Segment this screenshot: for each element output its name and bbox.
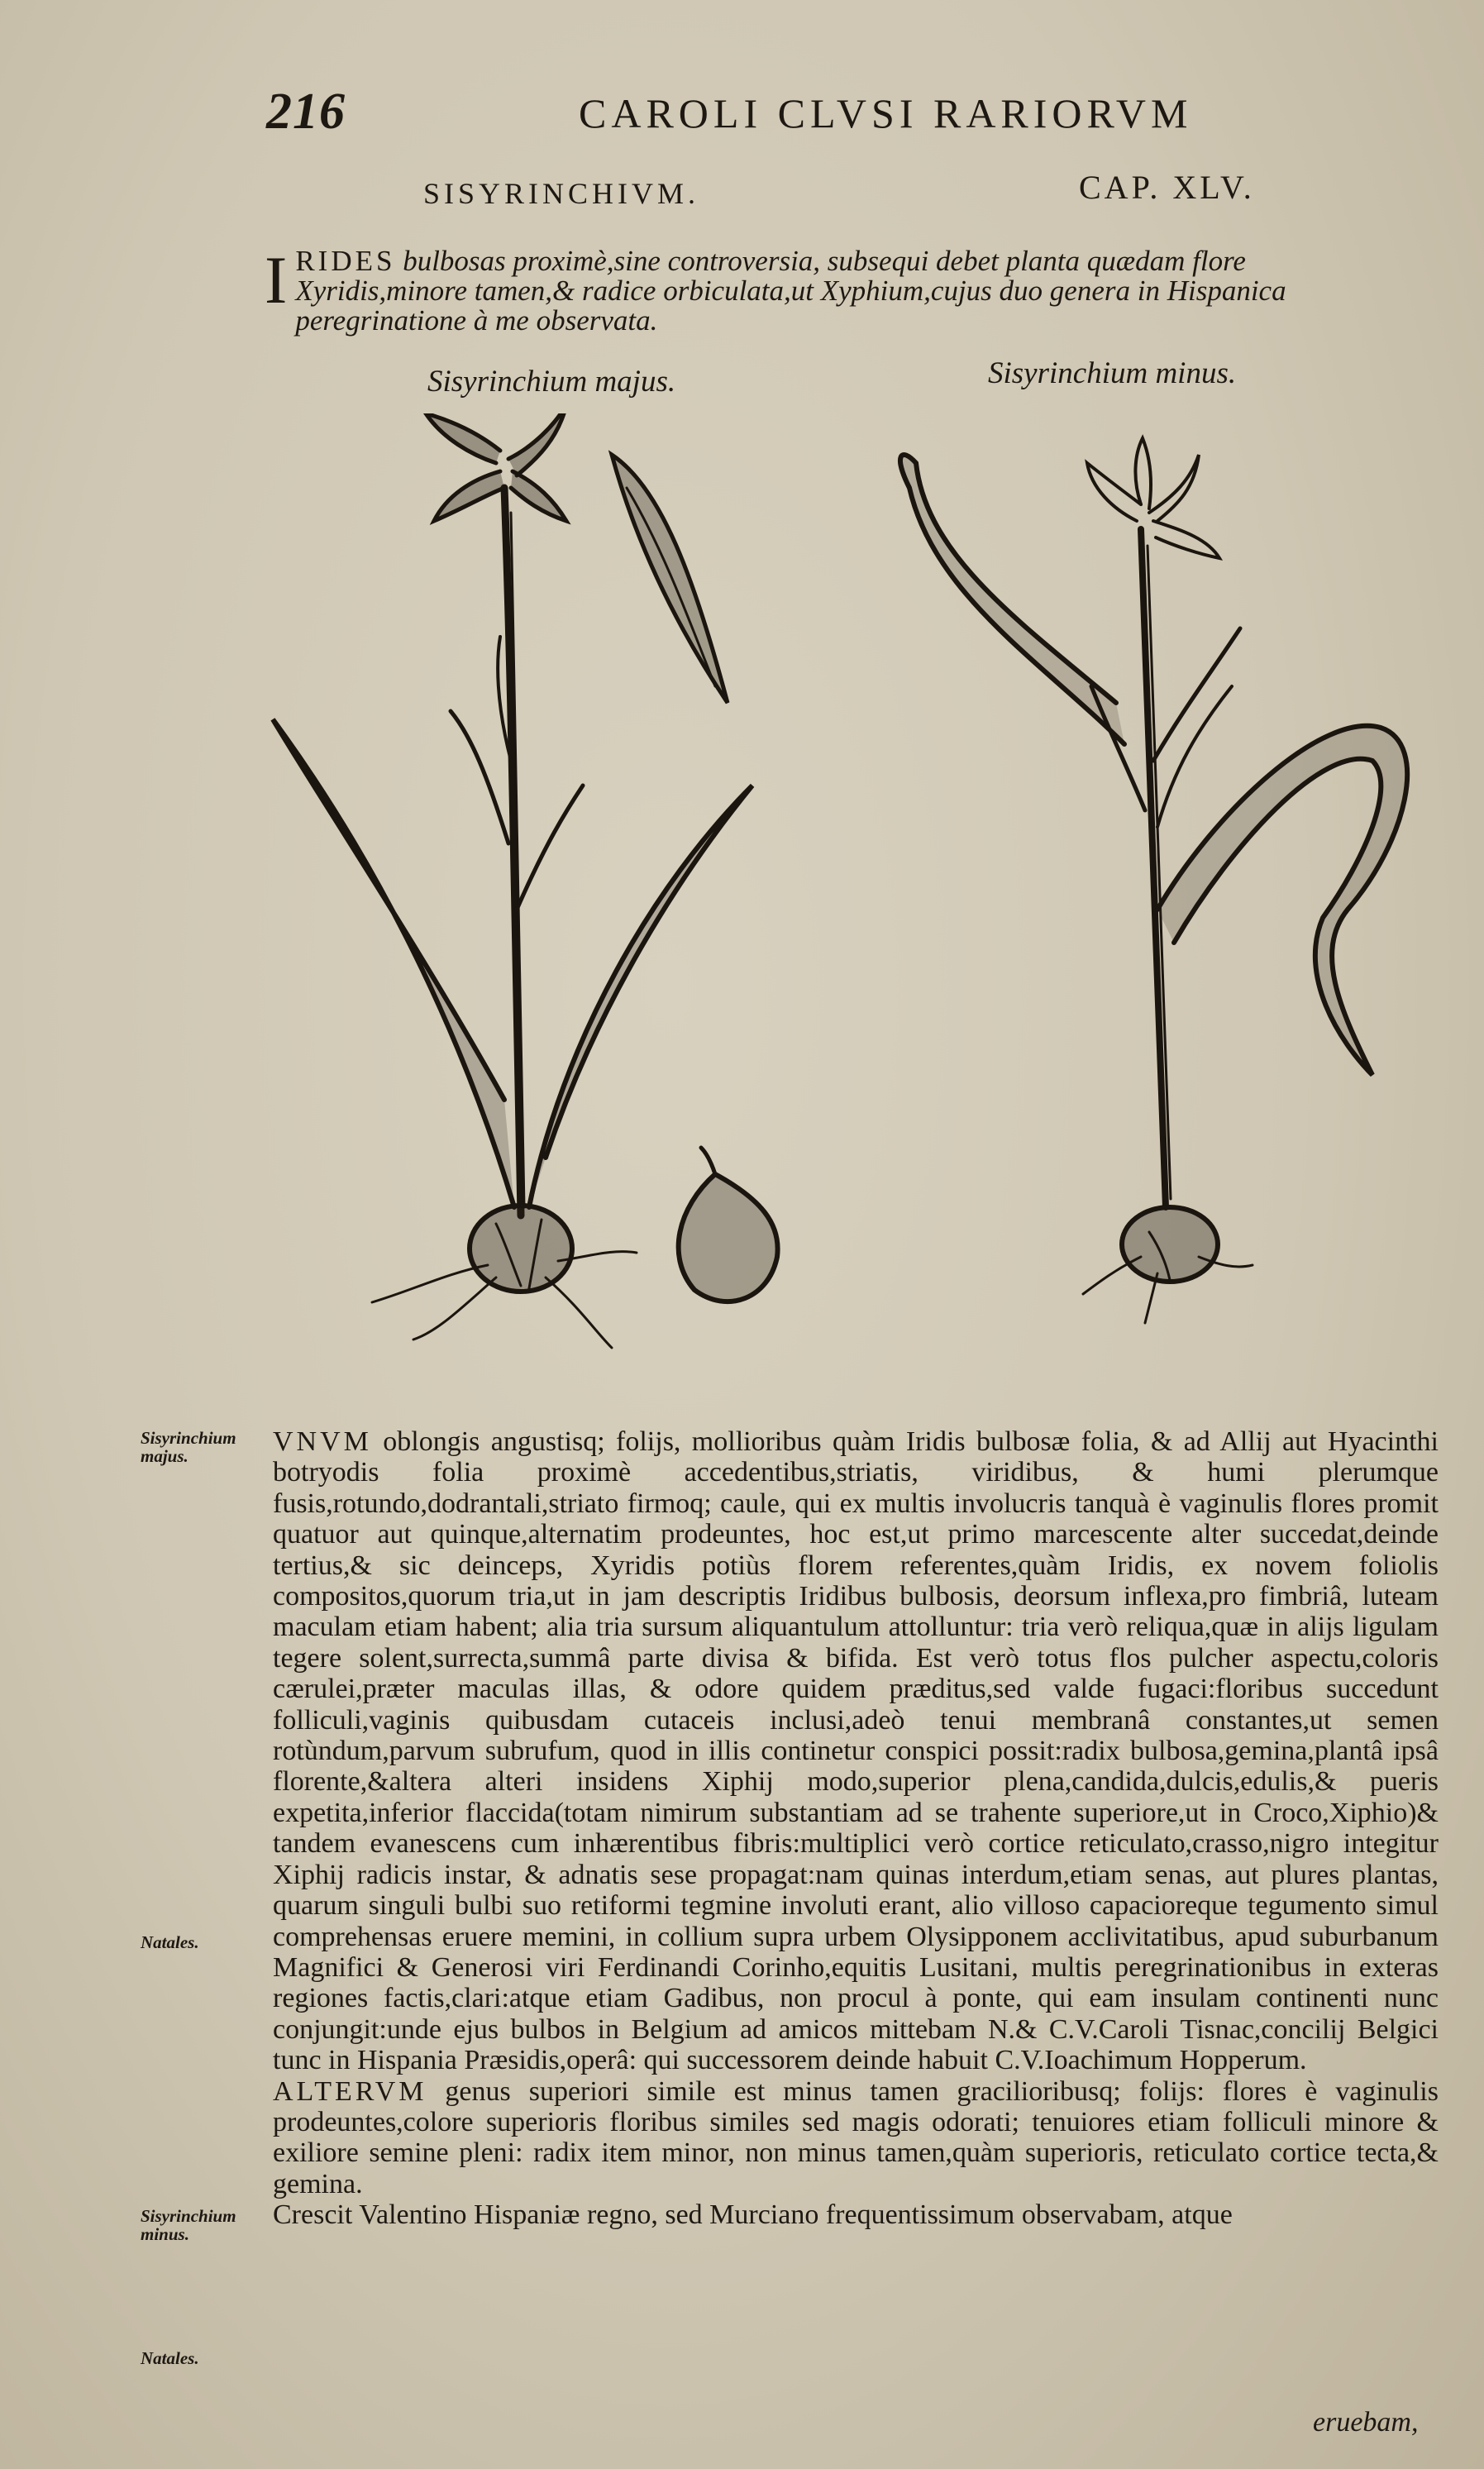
intro-paragraph — [265, 242, 1422, 337]
lead-word-alterum: ALTERVM — [273, 2075, 427, 2107]
paragraph-majus — [273, 1426, 1439, 2076]
drop-initial: I — [265, 242, 288, 318]
margin-note-natales-1: Natales. — [141, 1932, 199, 1952]
margin-note-natales-2: Natales. — [141, 2348, 199, 2368]
running-head: CAROLI CLVSI RARIORVM — [579, 90, 1193, 136]
paragraph-minus — [273, 2076, 1439, 2200]
paragraph-minus-text: genus superiori simile est minus tamen gracilioribusq; folijs: flores è vaginulis prodeuntes,colore superioris floribus similes sed magis odorati; tenuiores etiam folliculi minore & exiliore semine pleni: radix item minor, non minus tamen,quàm superioris, reticulato cortice tecta,& gemina. — [273, 2075, 1439, 2199]
figure-caption-left: Sisyrinchium majus. — [427, 365, 676, 399]
intro-lead-word: RIDES — [295, 245, 396, 277]
margin-note-majus: Sisyrinchium majus. — [141, 1428, 236, 1466]
page-number: 216 — [266, 84, 346, 140]
margin-note-minus: Sisyrinchium minus. — [141, 2206, 236, 2244]
intro-text: bulbosas proximè,sine controversia, subsequi debet planta quædam flore Xyridis,minore tamen,& radice orbiculata,ut Xyphium,cujus duo genera in Hispanica peregrinatione à me observata. — [295, 245, 1286, 337]
chapter-number: CAP. XLV. — [1079, 169, 1255, 206]
paragraph-majus-text: oblongis angustisq; folijs, mollioribus quàm Iridis bulbosæ folia, & ad Allij aut Hyacinthi botryodis folia proximè accedentibus,striatis, viridibus, & humi plerumque fusis,rotundo,dodrantali,striato firmoq; caule, qui ex multis involucris tanquà è vaginulis flores promit quatuor aut quinque,alternatim prodeuntes, hoc est,ut primo marcescente alter succedat,deinde tertius,& sic deinceps, Xyridis potiùs florem referentes,quàm Iridis, ex novem foliolis compositos,quorum tria,ut in jam descriptis Iridibus bulbosis, deorsum inflexa,pro fimbriâ, luteam maculam etiam habent; alia tria sursum aliquantulum attolluntur: tria verò reliqua,quæ in alijs ligulam tegere solent,surrecta,summâ parte divisa & bifida. Est verò totus flos pulcher aspectu,coloris cærulei,præter maculas illas, & odore quidem præditus,sed valde fugaci:floribus succedunt folliculi,vaginis quibusdam cutaceis inclusi,adeò tenui membranâ constantes,ut semen rotùndum,parvum subrufum, quod in illis continetur conspici possit:radix bulbosa,gemina,plantâ ipsâ florente,&altera alteri insidens Xiphij modo,superior plena,candida,dulcis,edulis,& pueris expetita,inferior flaccida(totam nimirum substantiam ad se trahente superiore,ut in Croco,Xiphio)& tandem evanescens cum inhærentibus fibris:multiplici verò cortice reticulato,crasso,nigro integitur Xiphij radicis instar, & adnatis sese propagat:nam quinas interdum,etiam senas, aut plures plantas, quarum singuli bulbi suo retiformi tegmine involuti erant, alio villoso capacioreque tegumento simul comprehensas eruere memini, in collium supra urbem Olysipponem acclivitatibus, apud suburbanum Magnifici & Generosi viri Ferdinandi Corinho,equitis Lusitani, multis peregrinationibus in exteras regiones factis,clari:atque etiam Gadibus, non procul à ponte, qui eam insulam continenti nunc conjungit:unde ejus bulbos in Belgium ad amicos mittebam N.& C.V.Caroli Tisnac,concilij Belgici tunc in Hispania Præsidis,operâ: qui successorem deinde habuit C.V.Ioachimum Hopperum. — [273, 1426, 1439, 2076]
plant-illustration-majus — [273, 413, 778, 1348]
paragraph-natales-text: Crescit Valentino Hispaniæ regno, sed Murciano frequentissimum observabam, atque — [273, 2199, 1233, 2231]
lead-word-unum: VNVM — [273, 1426, 372, 1457]
paragraph-natales — [273, 2199, 1439, 2230]
section-title: SISYRINCHIVM. — [423, 177, 700, 210]
body-text — [273, 1426, 1439, 2231]
plant-illustration-minus — [900, 438, 1407, 1323]
catchword: eruebam, — [1313, 2407, 1419, 2438]
woodcut-illustrations — [248, 413, 1422, 1373]
figure-caption-right: Sisyrinchium minus. — [988, 356, 1237, 390]
